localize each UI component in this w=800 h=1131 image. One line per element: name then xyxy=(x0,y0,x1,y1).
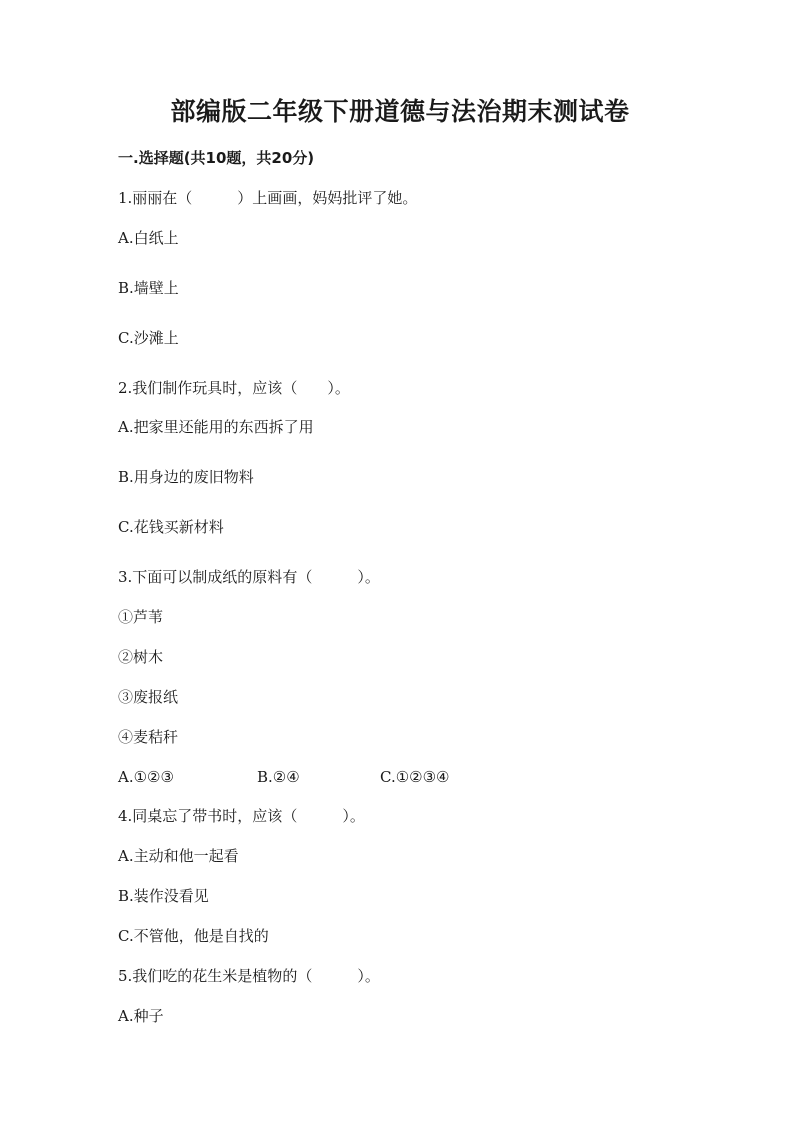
question-3-option-c[interactable]: C.①②③④ xyxy=(380,768,450,786)
question-2-option-b[interactable]: B.用身边的废旧物料 xyxy=(118,468,254,486)
section-heading: 一.选择题(共10题，共20分) xyxy=(118,149,315,167)
question-3-item-3: ③废报纸 xyxy=(118,688,179,706)
question-5-option-a[interactable]: A.种子 xyxy=(118,1007,164,1025)
question-3-item-2: ②树木 xyxy=(118,648,164,666)
question-5-stem: 5.我们吃的花生米是植物的（ ）。 xyxy=(118,967,380,985)
question-3-item-1: ①芦苇 xyxy=(118,608,164,626)
question-2-option-c[interactable]: C.花钱买新材料 xyxy=(118,518,224,536)
question-4-stem: 4.同桌忘了带书时，应该（ ）。 xyxy=(118,807,365,825)
question-4-option-c[interactable]: C.不管他，他是自找的 xyxy=(118,927,269,945)
page-title: 部编版二年级下册道德与法治期末测试卷 xyxy=(170,97,630,126)
question-1-option-a[interactable]: A.白纸上 xyxy=(118,229,179,247)
question-2-option-a[interactable]: A.把家里还能用的东西拆了用 xyxy=(118,418,314,436)
question-4-option-b[interactable]: B.装作没看见 xyxy=(118,887,209,905)
question-3-option-a[interactable]: A.①②③ xyxy=(118,768,174,786)
question-3-stem: 3.下面可以制成纸的原料有（ ）。 xyxy=(118,568,380,586)
question-3-option-b[interactable]: B.②④ xyxy=(257,768,300,786)
question-1-option-c[interactable]: C.沙滩上 xyxy=(118,329,179,347)
question-3-item-4: ④麦秸秆 xyxy=(118,728,179,746)
question-1-stem: 1.丽丽在（ ）上画画，妈妈批评了她。 xyxy=(118,189,418,207)
question-4-option-a[interactable]: A.主动和他一起看 xyxy=(118,847,239,865)
question-2-stem: 2.我们制作玩具时，应该（ ）。 xyxy=(118,379,350,397)
question-1-option-b[interactable]: B.墙壁上 xyxy=(118,279,179,297)
